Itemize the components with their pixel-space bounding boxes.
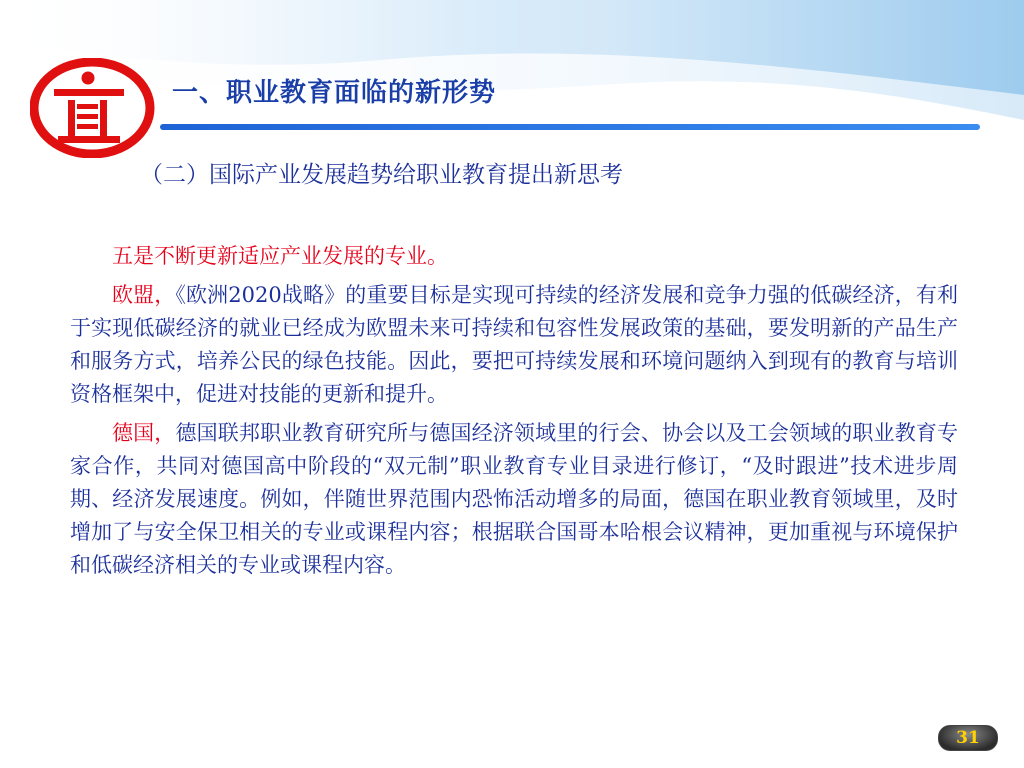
paragraph-germany-label: 德国， xyxy=(112,421,176,445)
section-subtitle: （二）国际产业发展趋势给职业教育提出新思考 xyxy=(140,162,623,188)
content-body xyxy=(70,240,958,588)
paragraph-eu-label: 欧盟， xyxy=(112,283,176,307)
lead-text: 五是不断更新适应产业发展的专业。 xyxy=(112,244,448,268)
slide-title: 一、职业教育面临的新形势 xyxy=(172,78,497,108)
paragraph-eu-text: 《欧洲2020战略》的重要目标是实现可持续的经济发展和竞争力强的低碳经济，有利于实现低碳经济的就业已经成为欧盟未来可持续和包容性发展政策的基础，要发明新的产品生产和服务方式，培养公民的绿色技能。因此，要把可持续发展和环境问题纳入到现有的教育与培训资格框架中，促进对技能的更新和提升。 xyxy=(70,283,958,406)
paragraph-germany xyxy=(70,417,958,582)
paragraph-eu xyxy=(70,279,958,411)
lead-line xyxy=(70,240,958,273)
title-divider xyxy=(160,124,980,130)
school-logo xyxy=(30,58,160,158)
paragraph-germany-text: 德国联邦职业教育研究所与德国经济领域里的行会、协会以及工会领域的职业教育专家合作，共同对德国高中阶段的“双元制”职业教育专业目录进行修订，“及时跟进”技术进步周期、经济发展速度。例如，伴随世界范围内恐怖活动增多的局面，德国在职业教育领域里，及时增加了与安全保卫相关的专业或课程内容；根据联合国哥本哈根会议精神，更加重视与环境保护和低碳经济相关的专业或课程内容。 xyxy=(70,421,959,577)
page-number-badge: 31 xyxy=(938,725,998,751)
